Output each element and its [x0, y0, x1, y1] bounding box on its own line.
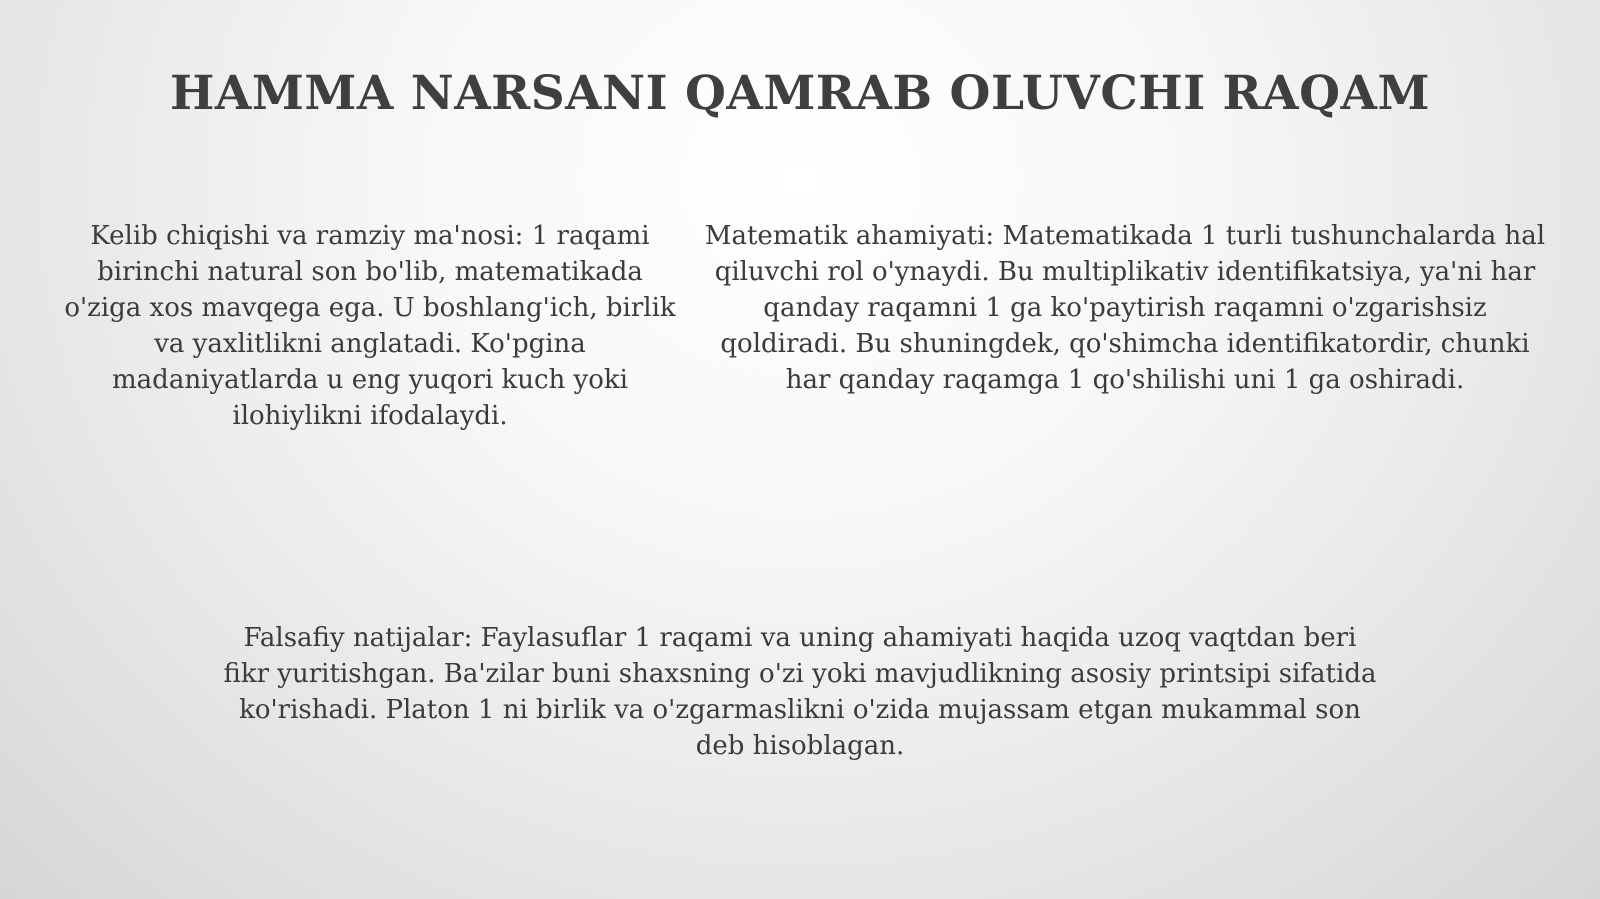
slide-title: HAMMA NARSANI QAMRAB OLUVCHI RAQAM — [170, 66, 1430, 121]
mathematical-significance-text: Matematik ahamiyati: Matematikada 1 turli tushunchalarda hal qiluvchi rol o'ynaydi. Bu multiplikativ identifikatsiya, ya'ni har qanday raqamni 1 ga ko'paytirish raqamni o'zgarishsiz qoldiradi. Bu shuningdek, qo'shimcha identifikatordir, chunki har qanday raqamga 1 qo'shilishi uni 1 ga oshiradi. — [704, 221, 1546, 395]
origin-symbolism-text: Kelib chiqishi va ramziy ma'nosi: 1 raqami birinchi natural son bo'lib, matematikada o'ziga xos mavqega ega. U boshlang'ich, birlik va yaxlitlikni anglatadi. Ko'pgina madaniyatlarda u eng yuqori kuch yoki ilohiylikni ifodalaydi. — [64, 221, 676, 431]
philosophical-implications-text: Falsafiy natijalar: Faylasuflar 1 raqami va uning ahamiyati haqida uzoq vaqtdan beri fikr yuritishgan. Ba'zilar buni shaxsning o'zi yoki mavjudlikning asosiy printsipi sifatida ko'rishadi. Platon 1 ni birlik va o'zgarmaslikni o'zida mujassam etgan mukammal son deb hisoblagan. — [223, 623, 1377, 761]
